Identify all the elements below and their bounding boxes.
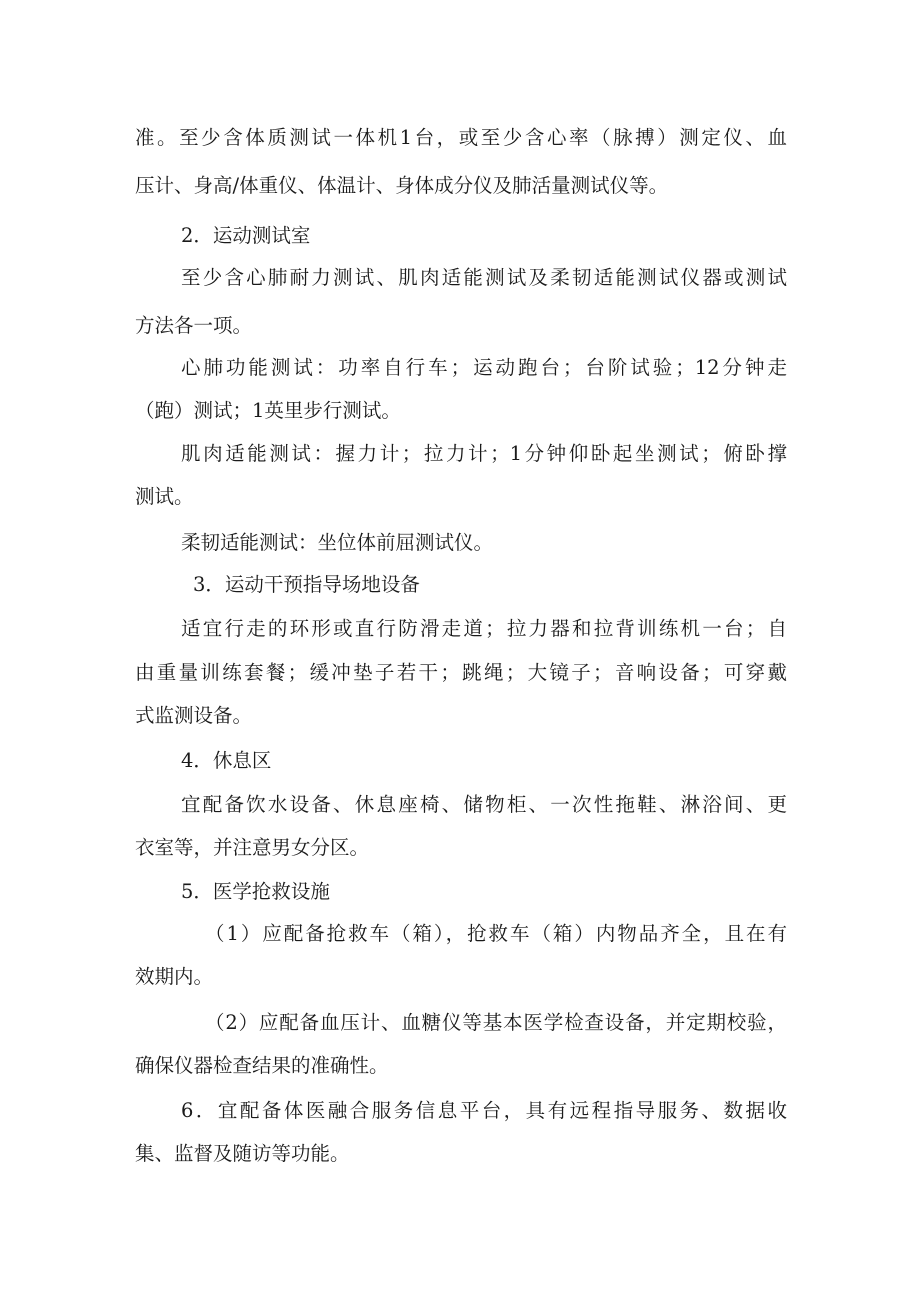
section-heading: 3．运动干预指导场地设备: [193, 573, 420, 596]
paragraph-line: 集、监督及随访等功能。: [135, 1142, 350, 1165]
paragraph-line: 心肺功能测试：功率自行车；运动跑台；台阶试验；12分钟走: [181, 356, 787, 379]
paragraph-line: 由重量训练套餐；缓冲垫子若干；跳绳；大镜子；音响设备；可穿戴: [135, 661, 787, 684]
paragraph-line: 适宜行走的环形或直行防滑走道；拉力器和拉背训练机一台；自: [181, 617, 787, 640]
paragraph-line: 测试。: [135, 485, 194, 508]
paragraph-line: （跑）测试；1英里步行测试。: [135, 399, 401, 422]
section-heading: 4．休息区: [181, 749, 272, 772]
paragraph-line: 准。至少含体质测试一体机1台，或至少含心率（脉搏）测定仪、血: [135, 126, 787, 149]
paragraph-line: 6．宜配备体医融合服务信息平台，具有远程指导服务、数据收: [181, 1099, 787, 1122]
paragraph-line: （2）应配备血压计、血糖仪等基本医学检查设备，并定期校验，: [205, 1011, 787, 1034]
paragraph-line: 确保仪器检查结果的准确性。: [135, 1054, 389, 1077]
paragraph-line: 效期内。: [135, 965, 214, 988]
paragraph-line: 宜配备饮水设备、休息座椅、储物柜、一次性拖鞋、淋浴间、更: [181, 793, 787, 816]
paragraph-line: 压计、身高/体重仪、体温计、身体成分仪及肺活量测试仪等。: [135, 174, 669, 197]
paragraph-line: 方法各一项。: [135, 314, 253, 337]
paragraph-line: 肌肉适能测试：握力计；拉力计；1分钟仰卧起坐测试；俯卧撑: [181, 442, 787, 465]
section-heading: 5．医学抢救设施: [181, 880, 330, 903]
paragraph-line: 柔韧适能测试：坐位体前屈测试仪。: [181, 531, 494, 554]
paragraph-line: （1）应配备抢救车（箱），抢救车（箱）内物品齐全，且在有: [205, 922, 787, 945]
section-heading: 2．运动测试室: [181, 224, 311, 247]
paragraph-line: 式监测设备。: [135, 704, 253, 727]
paragraph-line: 衣室等，并注意男女分区。: [135, 836, 370, 859]
paragraph-line: 至少含心肺耐力测试、肌肉适能测试及柔韧适能测试仪器或测试: [181, 266, 787, 289]
